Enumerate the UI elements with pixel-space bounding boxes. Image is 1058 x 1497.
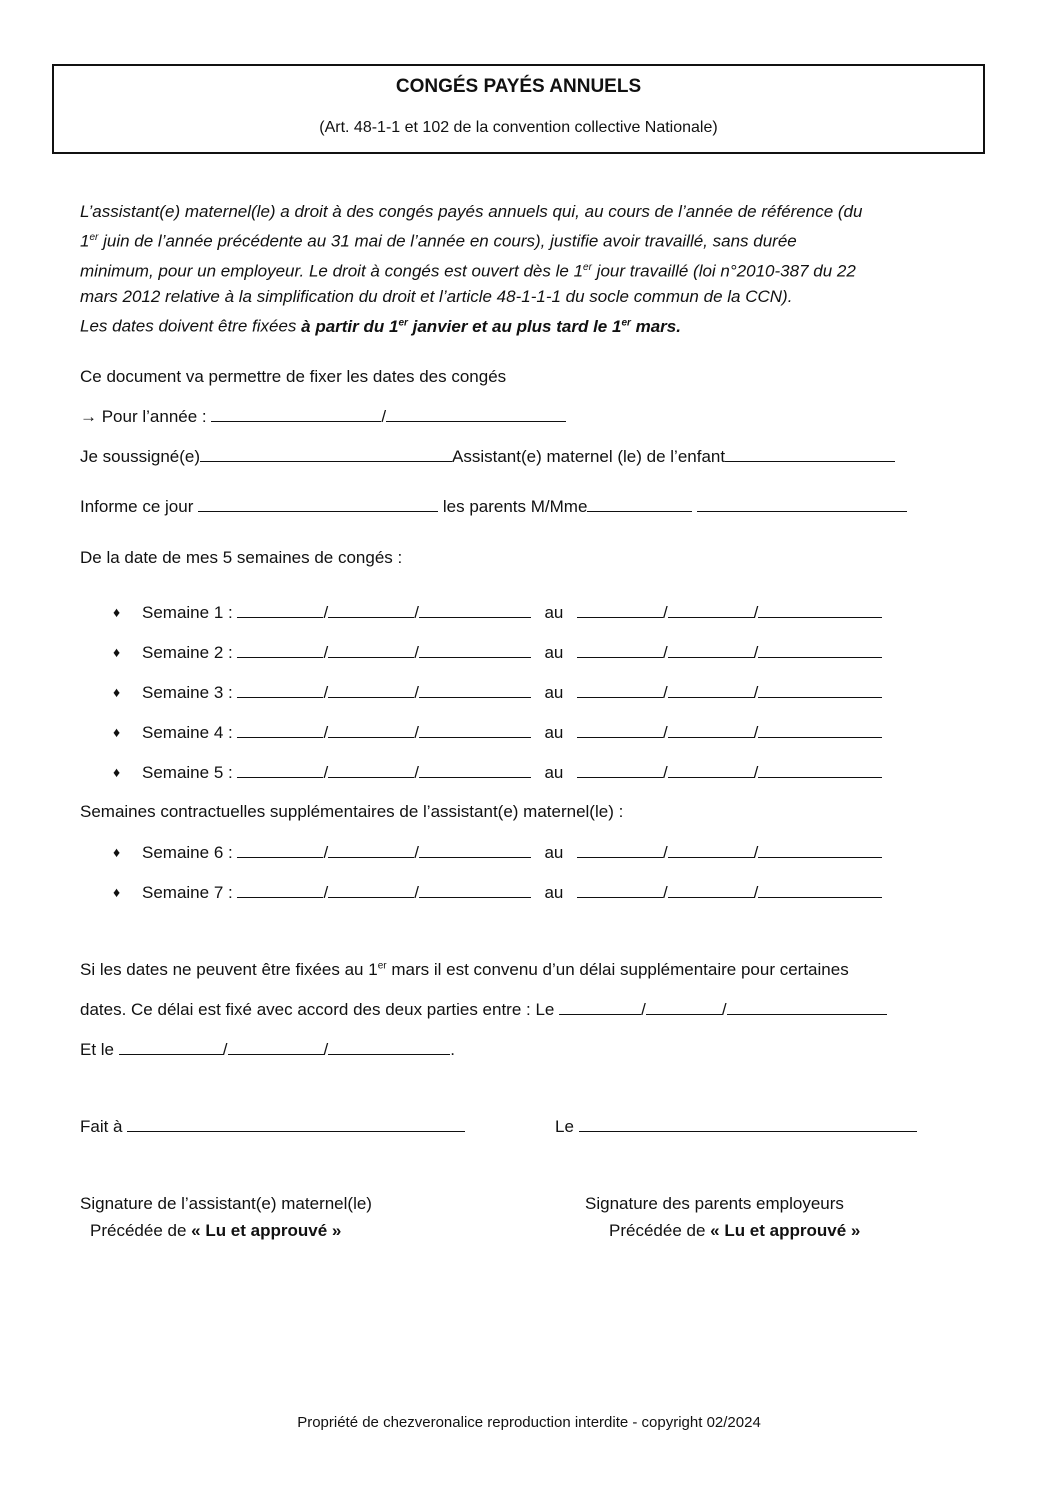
start-year-field[interactable] — [419, 722, 531, 738]
to-label: au — [544, 603, 564, 622]
intro-paragraph — [80, 199, 980, 340]
intro-line: minimum, pour un employeur. Le droit à congés est ouvert dès le 1er jour travaillé (loi n°2010-387 du 22 — [80, 261, 856, 281]
end-month-field[interactable] — [668, 762, 754, 778]
week-label: Semaine 3 : — [142, 683, 233, 702]
bullet-icon: ♦ — [113, 604, 121, 620]
footer-copyright: Propriété de chezveronalice reproduction interdite - copyright 02/2024 — [297, 1414, 761, 1431]
week-row: Semaine 2 : / / au / / — [142, 642, 882, 663]
made-at-line — [80, 1116, 465, 1137]
end-month-field[interactable] — [668, 722, 754, 738]
start-day-field[interactable] — [237, 842, 323, 858]
to-label: au — [544, 683, 564, 702]
undersigned-name-field[interactable] — [200, 446, 452, 462]
year-line: → Pour l’année : / — [80, 406, 566, 427]
child-name-field[interactable] — [725, 446, 895, 462]
delay-line-3: Et le / / . — [80, 1040, 455, 1059]
start-day-field[interactable] — [237, 882, 323, 898]
title-box — [52, 64, 985, 154]
end-day-field[interactable] — [577, 642, 663, 658]
intro-line: Les dates doivent être fixées à partir du 1er janvier et au plus tard le 1er mars. — [80, 316, 681, 336]
start-day-field[interactable] — [237, 642, 323, 658]
bullet-icon: ♦ — [113, 684, 121, 700]
inform-date-field[interactable] — [198, 496, 438, 512]
delay-end-year-field[interactable] — [328, 1039, 450, 1055]
start-month-field[interactable] — [328, 682, 414, 698]
to-label: au — [544, 843, 564, 862]
week-row: Semaine 7 : / / au / / — [142, 882, 882, 903]
week-label: Semaine 5 : — [142, 763, 233, 782]
delay-start-month-field[interactable] — [646, 999, 722, 1015]
week-label: Semaine 7 : — [142, 883, 233, 902]
end-month-field[interactable] — [668, 882, 754, 898]
intro-line: L’assistant(e) maternel(le) a droit à des congés payés annuels qui, au cours de l’année de référence (du — [80, 202, 863, 221]
end-day-field[interactable] — [577, 722, 663, 738]
delay-end-day-field[interactable] — [119, 1039, 223, 1055]
to-label: au — [544, 883, 564, 902]
made-at-field[interactable] — [127, 1116, 465, 1132]
start-month-field[interactable] — [328, 722, 414, 738]
start-year-field[interactable] — [419, 682, 531, 698]
to-label: au — [544, 763, 564, 782]
parent-name-field[interactable] — [587, 496, 692, 512]
end-year-field[interactable] — [758, 602, 882, 618]
bullet-icon: ♦ — [113, 724, 121, 740]
end-day-field[interactable] — [577, 842, 663, 858]
to-label: au — [544, 643, 564, 662]
end-month-field[interactable] — [668, 642, 754, 658]
date-field[interactable] — [579, 1116, 917, 1132]
undersigned-label: Je soussigné(e) — [80, 447, 201, 466]
delay-start-year-field[interactable] — [727, 999, 887, 1015]
end-year-field[interactable] — [758, 762, 882, 778]
intro-line: mars 2012 relative à la simplification du droit et l’article 48-1-1-1 du socle commun de la CCN). — [80, 287, 793, 307]
week-label: Semaine 6 : — [142, 843, 233, 862]
start-month-field[interactable] — [328, 762, 414, 778]
end-year-field[interactable] — [758, 882, 882, 898]
start-day-field[interactable] — [237, 722, 323, 738]
assistant-preceded-line: Précédée de « Lu et approuvé » — [90, 1221, 342, 1240]
end-day-field[interactable] — [577, 602, 663, 618]
start-month-field[interactable] — [328, 882, 414, 898]
to-label: au — [544, 723, 564, 742]
week-label: Semaine 1 : — [142, 603, 233, 622]
extra-weeks-intro: Semaines contractuelles supplémentaires de l’assistant(e) maternel(le) : — [80, 802, 624, 821]
start-year-field[interactable] — [419, 762, 531, 778]
start-year-field[interactable] — [419, 842, 531, 858]
start-month-field[interactable] — [328, 602, 414, 618]
intro-line: 1er juin de l’année précédente au 31 mai de l’année en cours), justifie avoir travaillé, sans durée — [80, 231, 797, 251]
date-label: Le — [555, 1117, 574, 1136]
end-year-field[interactable] — [758, 682, 882, 698]
parents-preceded-line: Précédée de « Lu et approuvé » — [609, 1221, 861, 1240]
assistant-signature-label: Signature de l’assistant(e) maternel(le) — [80, 1194, 372, 1213]
year-start-field[interactable] — [211, 406, 381, 422]
purpose-text: Ce document va permettre de fixer les dates des congés — [80, 367, 507, 386]
end-year-field[interactable] — [758, 642, 882, 658]
end-month-field[interactable] — [668, 602, 754, 618]
week-row: Semaine 4 : / / au / / — [142, 722, 882, 743]
parent-name-field-2[interactable] — [697, 496, 907, 512]
delay-end-month-field[interactable] — [228, 1039, 324, 1055]
start-month-field[interactable] — [328, 642, 414, 658]
end-year-field[interactable] — [758, 842, 882, 858]
end-month-field[interactable] — [668, 682, 754, 698]
end-day-field[interactable] — [577, 882, 663, 898]
assistant-label: Assistant(e) maternel (le) de l’enfant — [452, 447, 726, 466]
bullet-icon: ♦ — [113, 644, 121, 660]
inform-label: Informe ce jour — [80, 497, 194, 516]
start-day-field[interactable] — [237, 602, 323, 618]
parents-label: les parents M/Mme — [442, 497, 588, 516]
delay-line-1: Si les dates ne peuvent être fixées au 1er mars il est convenu d’un délai supplémentaire pour certaines — [80, 960, 849, 979]
date-line — [555, 1116, 917, 1137]
start-year-field[interactable] — [419, 882, 531, 898]
parents-signature-label: Signature des parents employeurs — [585, 1194, 844, 1213]
start-year-field[interactable] — [419, 602, 531, 618]
inform-line — [80, 496, 907, 517]
week-row: Semaine 3 : / / au / / — [142, 682, 882, 703]
week-label: Semaine 4 : — [142, 723, 233, 742]
start-day-field[interactable] — [237, 762, 323, 778]
made-at-label: Fait à — [80, 1117, 123, 1136]
bullet-icon: ♦ — [113, 844, 121, 860]
document-title: CONGÉS PAYÉS ANNUELS — [395, 76, 642, 97]
document-subtitle: (Art. 48-1-1 et 102 de la convention collective Nationale) — [319, 119, 718, 136]
week-row: Semaine 5 : / / au / / — [142, 762, 882, 783]
year-label: → Pour l’année : — [80, 407, 207, 426]
week-label: Semaine 2 : — [142, 643, 233, 662]
weeks-intro: De la date de mes 5 semaines de congés : — [80, 548, 403, 567]
end-day-field[interactable] — [577, 762, 663, 778]
delay-line-2: dates. Ce délai est fixé avec accord des deux parties entre : Le / / — [80, 999, 887, 1020]
start-day-field[interactable] — [237, 682, 323, 698]
delay-start-day-field[interactable] — [559, 999, 641, 1015]
undersigned-line — [80, 446, 895, 467]
end-year-field[interactable] — [758, 722, 882, 738]
year-end-field[interactable] — [386, 406, 566, 422]
start-month-field[interactable] — [328, 842, 414, 858]
end-month-field[interactable] — [668, 842, 754, 858]
week-row: Semaine 1 : / / au / / — [142, 602, 882, 623]
week-row: Semaine 6 : / / au / / — [142, 842, 882, 863]
start-year-field[interactable] — [419, 642, 531, 658]
end-day-field[interactable] — [577, 682, 663, 698]
bullet-icon: ♦ — [113, 884, 121, 900]
bullet-icon: ♦ — [113, 764, 121, 780]
